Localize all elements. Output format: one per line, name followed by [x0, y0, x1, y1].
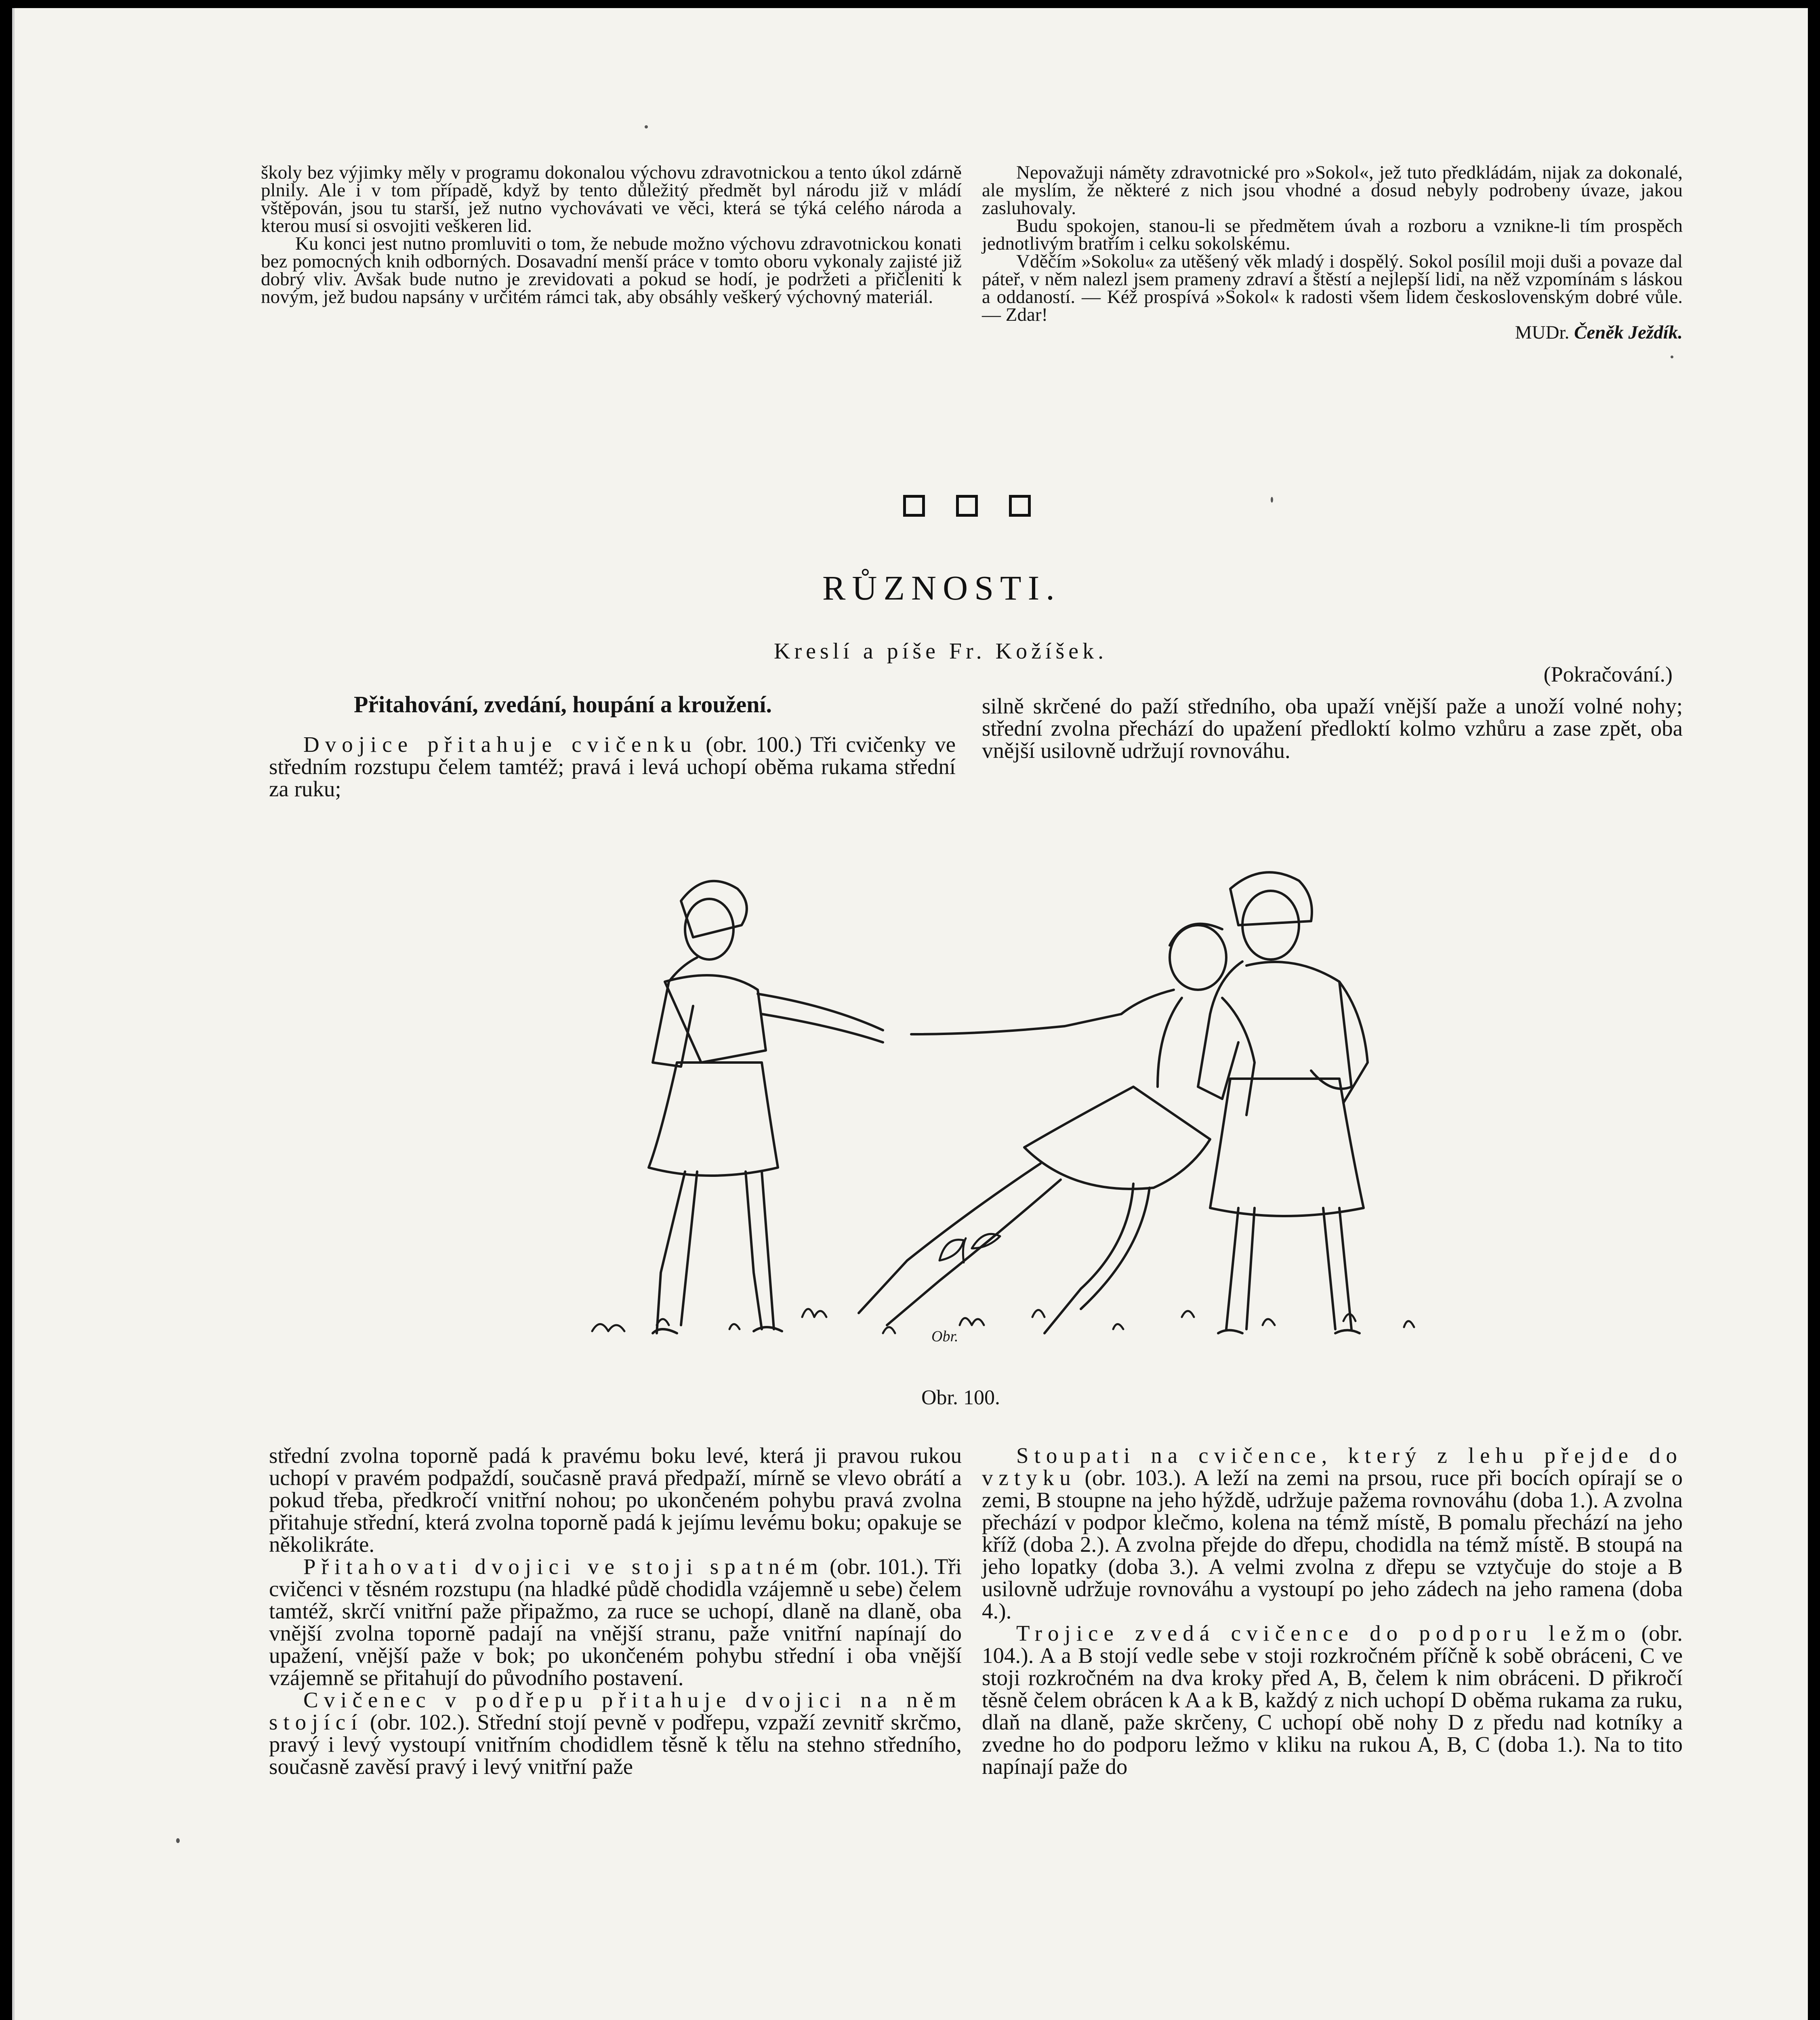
- girl-left: [649, 881, 883, 1333]
- paragraph: školy bez výjimky měly v programu dokonalou výchovu zdravotnickou a tento úkol zdárně plnily. Ale i v tom případě, když by tento důležitý předmět byl národu již v mládí vštěpován, jsou tu starší, jež nutno vychovávati ve věci, která se týká celého národa a kterou musí si osvojiti veškeren lid.: [261, 162, 962, 236]
- continued-note: (Pokračování.): [1543, 662, 1673, 686]
- girl-middle: [859, 924, 1255, 1333]
- section-title: RŮZNOSTI.: [822, 568, 1061, 607]
- paragraph: Nepovažuji náměty zdravotnické pro »Sokol«, jež tuto předkládám, nijak za dokonalé, ale myslím, že některé z nich jsou vhodné a dosud nebyly podrobeny úvaze, jakou zasluhovaly.: [982, 162, 1683, 219]
- grass-ground: [592, 1234, 1414, 1333]
- page: [12, 8, 1808, 2020]
- paragraph: [982, 1622, 1683, 1778]
- paragraph-text: (obr. 101.). Tři cvičenci v těsném rozstupu (na hladké půdě chodidla vzájemně u sebe) čelem tamtéž, skrčí vnitřní paže připažmo, za ruce se uchopí, dlaně na dlaně, oba vnější zvolna toporně padají na vnější stranu, paže vnitřní napínají do upažení, vnější paže v bok; po ukončeném pohybu střední i oba vnější vzájemně se přitahují do původního postavení.: [269, 1554, 962, 1690]
- scan-speck: [1671, 356, 1673, 358]
- mid-right-column: [982, 695, 1683, 762]
- exercise-title: Cvičenec v podřepu přitahuje dvojici na něm stojící: [269, 1688, 962, 1734]
- exercise-title: Přitahovati dvojici ve stoji spatném: [303, 1554, 824, 1579]
- subheading: Přitahování, zvedání, houpání a kroužení.: [354, 691, 772, 718]
- byline: Kreslí a píše Fr. Kožíšek.: [774, 639, 1108, 664]
- signature-prefix: MUDr.: [1515, 322, 1570, 343]
- bottom-left-column: [269, 1444, 962, 1778]
- paragraph: [269, 1555, 962, 1689]
- square-ornament: [956, 495, 978, 517]
- paragraph-text: Tři cvičenky ve středním rozstupu čelem tamtéž; pravá i levá uchopí oběma rukama střední za ruku;: [269, 732, 956, 801]
- paragraph-text: (obr. 104.). A a B stojí vedle sebe v stoji rozkročném příčně k sobě obráceni, C ve stoji rozkročném na dva kroky před A, B, čelem k nim obráceni. D přikročí těsně čelem obrácen k A a k B, každý z nich uchopí D oběma rukama za ruku, dlaň na dlaně, paže skrčeny, C uchopí obě nohy D z předu nad kotníky a zvedne ho do podporu ležmo v kliku na rukou A, B, C (doba 1.). Na to tito napínají paže do: [982, 1621, 1683, 1779]
- artist-signature: Obr.: [931, 1328, 958, 1345]
- top-right-column: [982, 164, 1683, 341]
- paragraph: [982, 1444, 1683, 1622]
- square-ornament: [903, 495, 925, 517]
- paragraph: Budu spokojen, stanou-li se předmětem úvah a rozboru a vznikne-li tím prospěch jednotlivým bratřím i celku sokolskému.: [982, 215, 1683, 254]
- exercise-title: Trojice zvedá cvičence do podporu ležmo: [1016, 1621, 1631, 1645]
- figure-caption: Obr. 100.: [921, 1386, 1000, 1409]
- paragraph-text: (obr. 103.). A leží na zemi na prsou, ruce při bocích opírají se o zemi, B stoupne na jeho hýždě, udržuje pažema rovnováhu (doba 1.). A zvolna přechází v podpor klečmo, kolena na témž místě, B pomalu přechází na jeho kříž (doba 2.). A zvolna přejde do dřepu, chodidla na témž místě. B stoupá na jeho lopatky (doba 3.). A velmi zvolna z dřepu se vztyčuje do stoje a B usilovně udržuje rovnováhu a vystoupí po jeho zádech na jeho ramena (doba 4.).: [982, 1465, 1683, 1623]
- signature: [982, 324, 1683, 341]
- paragraph: [269, 733, 956, 800]
- paragraph: Ku konci jest nutno promluviti o tom, že nebude možno výchovu zdravotnickou konati bez pomocných knih odborných. Dosavadní menší práce v tomto oboru vykonaly zajisté již dobrý vliv. Avšak bude nutno je zrevidovati a pokud se hodí, je podržeti a přičleniti k novým, jež budou napsány v určitém rámci tak, aby obsáhly veškerý výchovný materiál.: [261, 233, 962, 307]
- exercise-title: Stoupati na cvičence, který z lehu přejde do vztyku: [982, 1443, 1683, 1490]
- scan-speck: [645, 125, 648, 128]
- scan-speck: [176, 1838, 180, 1843]
- figure-reference: (obr. 100.): [706, 732, 802, 757]
- paragraph-text: (obr. 102.). Střední stojí pevně v podřepu, vzpaží zevnitř skrčmo, pravý i levý vystoupí vnitřním chodidlem těsně k tělu na stehno středního, současně zavěsí pravý i levý vnitřní paže: [269, 1710, 962, 1779]
- exercise-title: Dvojice přitahuje cvičenku: [303, 732, 697, 757]
- top-left-column: [261, 164, 962, 306]
- scan-speck: [1271, 497, 1273, 503]
- paragraph: střední zvolna toporně padá k pravému boku levé, která ji pravou rukou uchopí v pravém podpaždí, současně pravá předpaží, mírně se vlevo obrátí a pokud třeba, předkročí vnitřní nohou; po ukončeném pohybu pravá zvolna přitahuje střední, která zvolna toporně padá k jejímu levému boku; opakuje se několikráte.: [269, 1443, 962, 1557]
- bottom-right-column: [982, 1444, 1683, 1778]
- square-ornament: [1009, 495, 1031, 517]
- section-separator: [903, 495, 1031, 517]
- mid-left-column: [269, 733, 956, 800]
- paragraph: [269, 1689, 962, 1778]
- signature-name: Čeněk Ježdík.: [1574, 322, 1683, 343]
- paragraph: silně skrčené do paží středního, oba upaží vnější paže a unoží volné nohy; střední zvolna přechází do upažení předloktí kolmo vzhůru a zase zpět, oba vnější usilovně udržují rovnováhu.: [982, 694, 1683, 763]
- illustration-three-girls: [576, 852, 1444, 1361]
- paragraph: Vděčím »Sokolu« za utěšený věk mladý i dospělý. Sokol posílil moji duši a povaze dal páteř, v něm nalezl jsem prameny zdraví a štěstí a nejlepší lidi, na něž vzpomínám s láskou a oddaností. — Kéž prospívá »Sokol« k radosti všem lidem československým dobré vůle. — Zdar!: [982, 251, 1683, 325]
